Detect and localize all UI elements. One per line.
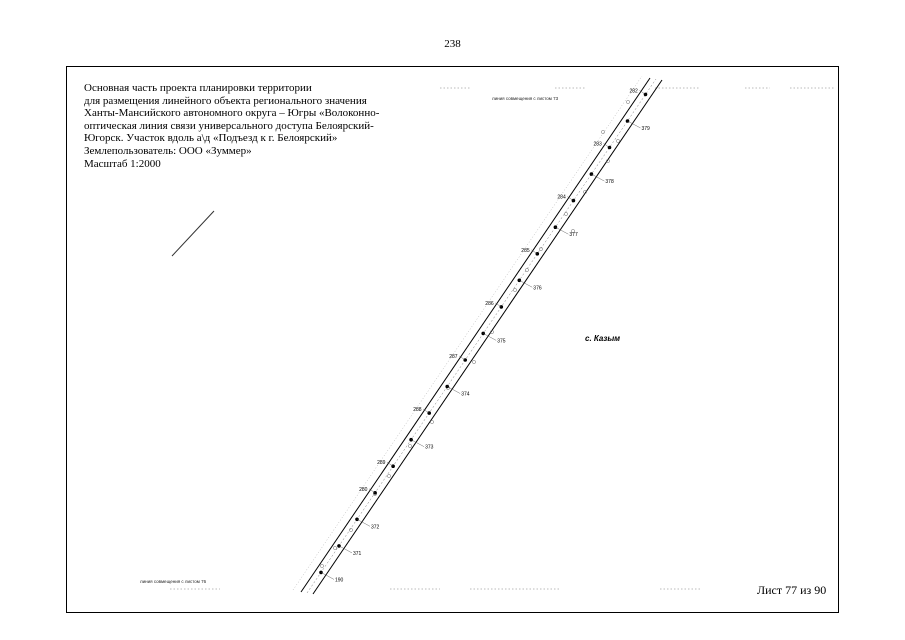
vertex-leader-line (423, 409, 429, 413)
vertex-leader-line (357, 519, 370, 526)
vertex-label: 282 (629, 88, 638, 95)
match-line-bottom-label: линия совмещения с листом 76 (140, 579, 207, 584)
vertex-marker (500, 305, 504, 309)
vertex-marker (427, 411, 431, 415)
settlement-label: с. Казым (585, 334, 621, 343)
vertex-leader-line (519, 280, 532, 287)
vertex-leader-line (369, 489, 375, 493)
vertex-leader-line (495, 303, 501, 307)
vertex-leader-line (640, 90, 646, 94)
sheet-number-label: Лист 77 из 90 (757, 583, 827, 597)
vertex-label: 287 (449, 354, 458, 360)
vertex-label: 372 (371, 524, 380, 531)
vertex-label: 377 (569, 232, 578, 239)
vertex-label: 378 (605, 179, 614, 186)
vertex-label: 374 (461, 391, 470, 398)
vertex-leader-line (483, 333, 496, 340)
vertex-label: 376 (533, 285, 542, 292)
vertex-label: 371 (353, 550, 362, 557)
vertex-leader-line (628, 121, 641, 128)
vertex-marker (373, 491, 377, 495)
vertex-label: 288 (413, 407, 422, 414)
vertex-leader-line (604, 144, 610, 148)
vertex-label: 375 (497, 338, 506, 345)
vertex-leader-line (447, 387, 460, 394)
title-block: Основная часть проекта планировки территории для размещения линейного объекта регионального значения Ханты-Мансийского автономного округа – Югры «Волоконно- оптическая линия связи универсального доступа Белоярский- Югорск. Участок вдоль а\д «Подъезд к г. Белоярский» Землепользователь: ООО «Зуммер» Масштаб 1:2000 (84, 82, 380, 170)
vertex-marker (391, 464, 395, 468)
vertex-leader-line (387, 462, 393, 466)
vertex-label: 190 (335, 577, 344, 584)
vertex-label: 283 (593, 141, 602, 148)
vertex-leader-line (339, 546, 352, 553)
vertex-label: 280 (359, 486, 368, 493)
vertex-leader-line (567, 197, 573, 201)
vertex-label: 289 (377, 460, 386, 467)
vertex-leader-line (531, 250, 537, 254)
vertex-label: 286 (485, 300, 494, 307)
vertex-label: 373 (425, 444, 434, 451)
vertex-label: 285 (521, 247, 530, 254)
match-line-top-label: линия совмещения с листом 73 (492, 96, 559, 101)
vertex-leader-line (459, 356, 465, 360)
vertex-leader-line (321, 572, 334, 579)
vertex-leader-line (555, 227, 568, 234)
vertex-leader-line (591, 174, 604, 181)
vertex-label: 379 (641, 126, 650, 132)
page-number: 238 (444, 38, 461, 50)
vertex-label: 284 (557, 194, 566, 201)
vertex-leader-line (411, 440, 424, 447)
